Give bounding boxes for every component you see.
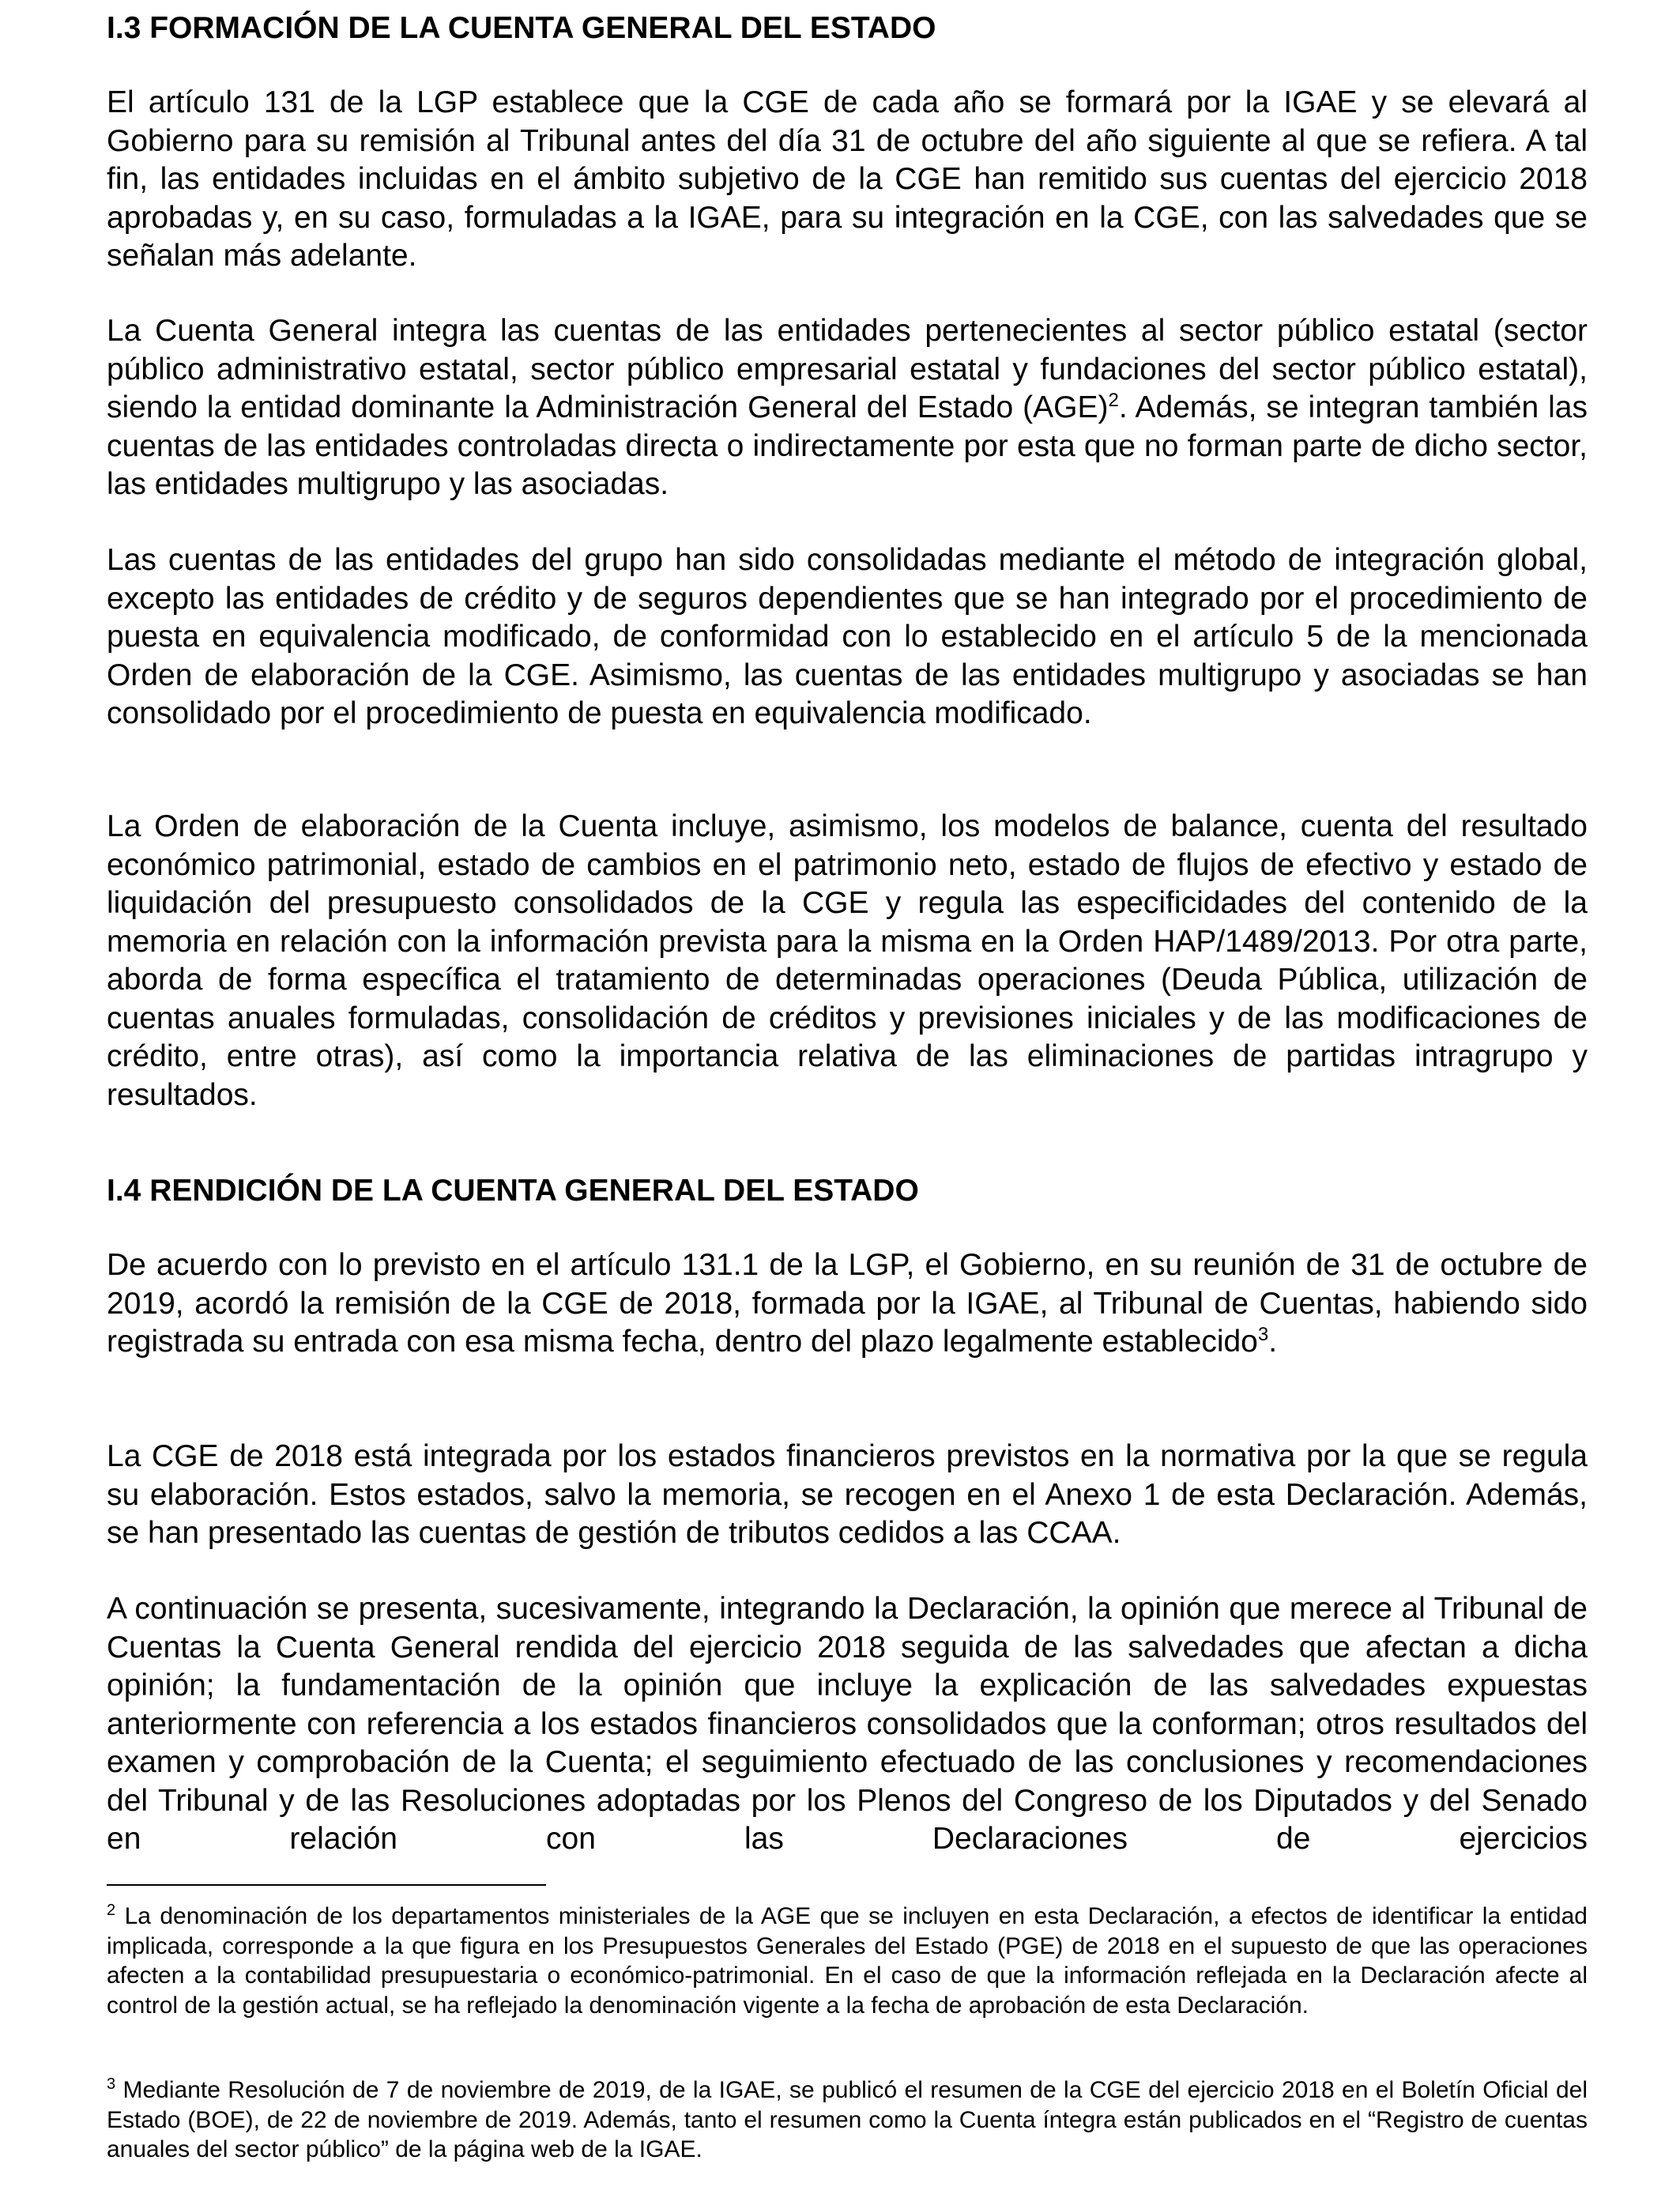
footnote-3 [107,2075,1588,2165]
footnote-ref-2: 2 [1108,390,1119,411]
footnote-ref-3: 3 [1257,1324,1269,1345]
paragraph-cuenta-general-integra [107,312,1588,504]
footnote-number: 3 [107,2075,116,2093]
paragraph-text: La Cuenta General integra las cuentas de las entidades pertenecientes al sector público estatal (sector público administrativo estatal, sector público empresarial estatal y fundaciones del sector público estatal), siendo la entidad dominante la Administración General del Estado (AGE) [107,314,1588,424]
section-heading-formacion: I.3 FORMACIÓN DE LA CUENTA GENERAL DEL ESTADO [107,11,936,45]
paragraph-articulo-131-1 [107,1246,1588,1362]
paragraph-consolidacion: Las cuentas de las entidades del grupo han sido consolidadas mediante el método de integración global, excepto las entidades de crédito y de seguros dependientes que se han integrado por el procedimiento de puesta en equivalencia modificado, de conformidad con lo establecido en el artículo 5 de la mencionada Orden de elaboración de la CGE. Asimismo, las cuentas de las entidades multigrupo y asociadas se han consolidado por el procedimiento de puesta en equivalencia modificado. [107,543,1588,730]
footnote-separator [107,1884,546,1886]
section-heading-rendicion: I.4 RENDICIÓN DE LA CUENTA GENERAL DEL ESTADO [107,1174,919,1208]
paragraph-articulo-131: El artículo 131 de la LGP establece que la CGE de cada año se formará por la IGAE y se elevará al Gobierno para su remisión al Tribunal antes del día 31 de octubre del año siguiente al que se refiera. A tal fin, las entidades incluidas en el ámbito subjetivo de la CGE han remitido sus cuentas del ejercicio 2018 aprobadas y, en su caso, formuladas a la IGAE, para su integración en la CGE, con las salvedades que se señalan más adelante. [107,85,1588,273]
paragraph-cge-2018: La CGE de 2018 está integrada por los estados financieros previstos en la normativa por la que se regula su elaboración. Estos estados, salvo la memoria, se recogen en el Anexo 1 de esta Declaración. Además, se han presentado las cuentas de gestión de tributos cedidos a las CCAA. [107,1439,1588,1550]
paragraph-orden-elaboracion: La Orden de elaboración de la Cuenta incluye, asimismo, los modelos de balance, cuenta del resultado económico patrimonial, estado de cambios en el patrimonio neto, estado de flujos de efectivo y estado de liquidación del presupuesto consolidados de la CGE y regula las especificidades del contenido de la memoria en relación con la información prevista para la misma en la Orden HAP/1489/2013. Por otra parte, aborda de forma específica el tratamiento de determinadas operaciones (Deuda Pública, utilización de cuentas anuales formuladas, consolidación de créditos y previsiones iniciales y de las modificaciones de crédito, entre otras), así como la importancia relativa de las eliminaciones de partidas intragrupo y resultados. [107,809,1588,1112]
footnote-text: La denominación de los departamentos ministeriales de la AGE que se incluyen en esta Declaración, a efectos de identificar la entidad implicada, corresponde a la que figura en los Presupuestos Generales del Estado (PGE) de 2018 en el supuesto de que las operaciones afecten a la contabilidad presupuestaria o económico-patrimonial. En el caso de que la información reflejada en la Declaración afecte al control de la gestión actual, se ha reflejado la denominación vigente a la fecha de aprobación de esta Declaración. [107,1903,1588,2019]
paragraph-text: . [1268,1325,1278,1359]
footnote-2 [107,1902,1588,2020]
paragraph-a-continuacion: A continuación se presenta, sucesivamente, integrando la Declaración, la opinión que merece al Tribunal de Cuentas la Cuenta General rendida del ejercicio 2018 seguida de las salvedades que afectan a dicha opinión; la fundamentación de la opinión que incluye la explicación de las salvedades expuestas anteriormente con referencia a los estados financieros consolidados que la conforman; otros resultados del examen y comprobación de la Cuenta; el seguimiento efectuado de las conclusiones y recomendaciones del Tribunal y de las Resoluciones adoptadas por los Plenos del Congreso de los Diputados y del Senado en relación con las Declaraciones de ejercicios [107,1592,1588,1856]
paragraph-text: De acuerdo con lo previsto en el artículo 131.1 de la LGP, el Gobierno, en su reunión de 31 de octubre de 2019, acordó la remisión de la CGE de 2018, formada por la IGAE, al Tribunal de Cuentas, habiendo sido registrada su entrada con esa misma fecha, dentro del plazo legalmente establecido [107,1248,1588,1359]
footnote-text: Mediante Resolución de 7 de noviembre de 2019, de la IGAE, se publicó el resumen de la CGE del ejercicio 2018 en el Boletín Oficial del Estado (BOE), de 22 de noviembre de 2019. Además, tanto el resumen como la Cuenta íntegra están publicados en el “Registro de cuentas anuales del sector público” de la página web de la IGAE. [107,2077,1588,2162]
footnote-number: 2 [107,1902,116,1919]
paragraph-text: . Además, se integran también las cuentas de las entidades controladas directa o indirectamente por esta que no forman parte de dicho sector, las entidades multigrupo y las asociadas. [107,390,1588,501]
